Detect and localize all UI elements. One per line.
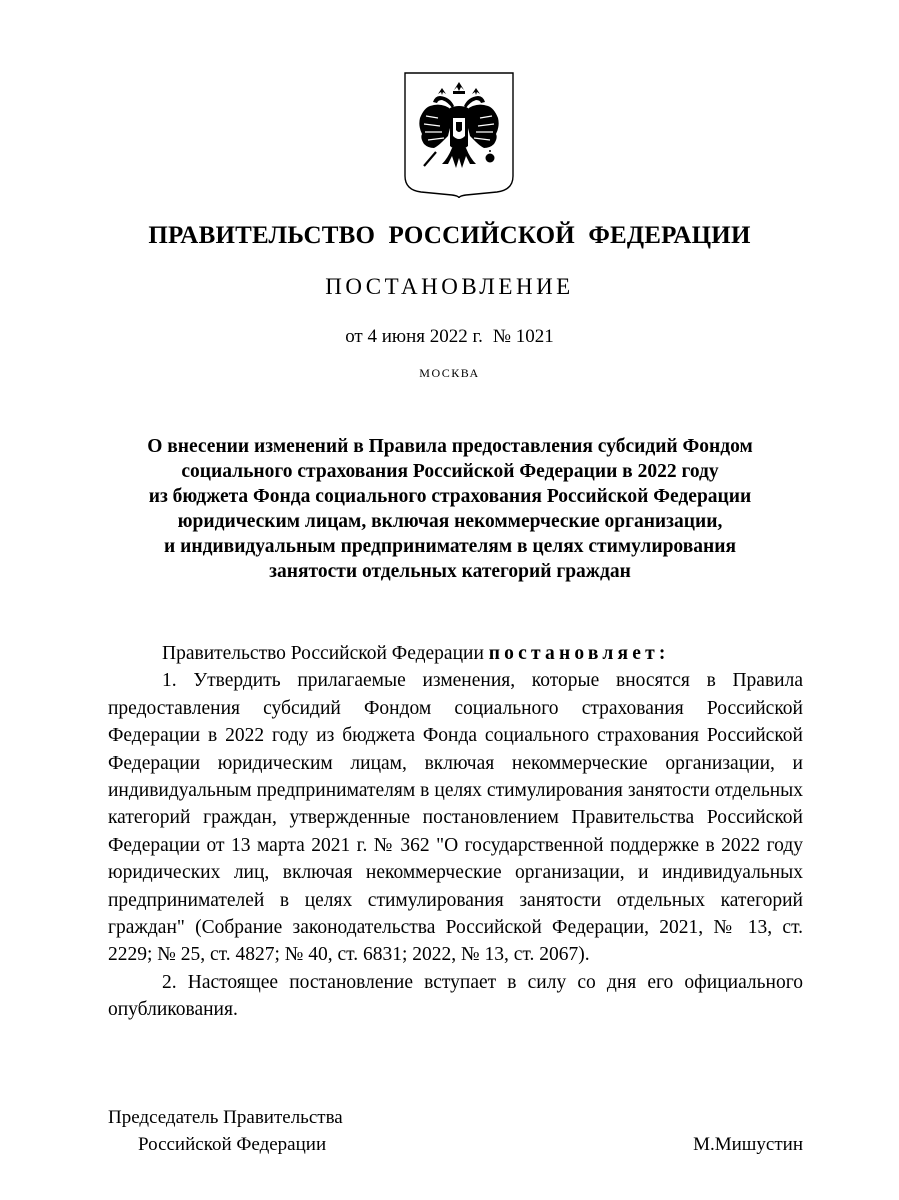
document-number: № 1021 (492, 326, 554, 347)
document-subject (100, 434, 800, 584)
resolves-keyword: постановляет: (488, 643, 670, 664)
position-line: Российской Федерации (138, 1134, 327, 1155)
paragraph-2: 2. Настоящее постановление вступает в силу со дня его официального опубликования. (108, 971, 803, 1021)
document-type: ПОСТАНОВЛЕНИЕ (325, 274, 574, 299)
russian-coat-of-arms-icon (404, 72, 514, 198)
subject-line: занятости отдельных категорий граждан (269, 561, 631, 582)
signatory-name: М.Мишустин (693, 1134, 803, 1155)
subject-line: социального страхования Российской Федерации в 2022 году (181, 461, 719, 482)
date-line (0, 326, 899, 348)
signature-block (108, 1104, 803, 1158)
subject-line: и индивидуальным предпринимателям в целях стимулирования (163, 536, 736, 557)
government-title: ПРАВИТЕЛЬСТВО РОССИЙСКОЙ ФЕДЕРАЦИИ (148, 222, 751, 249)
document-body (108, 640, 803, 1024)
paragraph-1: 1. Утвердить прилагаемые изменения, которые вносятся в Правила предоставления субсидий Фондом социального страхования Российской Федерации в 2022 году из бюджета Фонда социального страхования Российской Федерации юридическим лицам, включая некоммерческие организации, и индивидуальным предпринимателям в целях стимулирования занятости отдельных категорий граждан, утвержденные постановлением Правительства Российской Федерации от 13 марта 2021 г. № 362 "О государственной поддержке в 2022 году юридических лиц, включая некоммерческие организации, и индивидуальных предпринимателей в целях стимулирования занятости отдельных категорий граждан" (Собрание законодательства Российской Федерации, 2021, № 13, ст. 2229; № 25, ст. 4827; № 40, ст. 6831; 2022, № 13, ст. 2067). (108, 670, 803, 966)
subject-line: из бюджета Фонда социального страхования Российской Федерации (148, 486, 752, 507)
intro-prefix: Правительство Российской Федерации (162, 643, 484, 664)
city: МОСКВА (419, 366, 480, 380)
position-line: Председатель Правительства (108, 1107, 343, 1128)
intro-line (108, 640, 803, 667)
document-date: от 4 июня 2022 г. (345, 326, 483, 347)
subject-line: О внесении изменений в Правила предоставления субсидий Фондом (147, 436, 753, 457)
subject-line: юридическим лицам, включая некоммерческие организации, (177, 511, 723, 532)
